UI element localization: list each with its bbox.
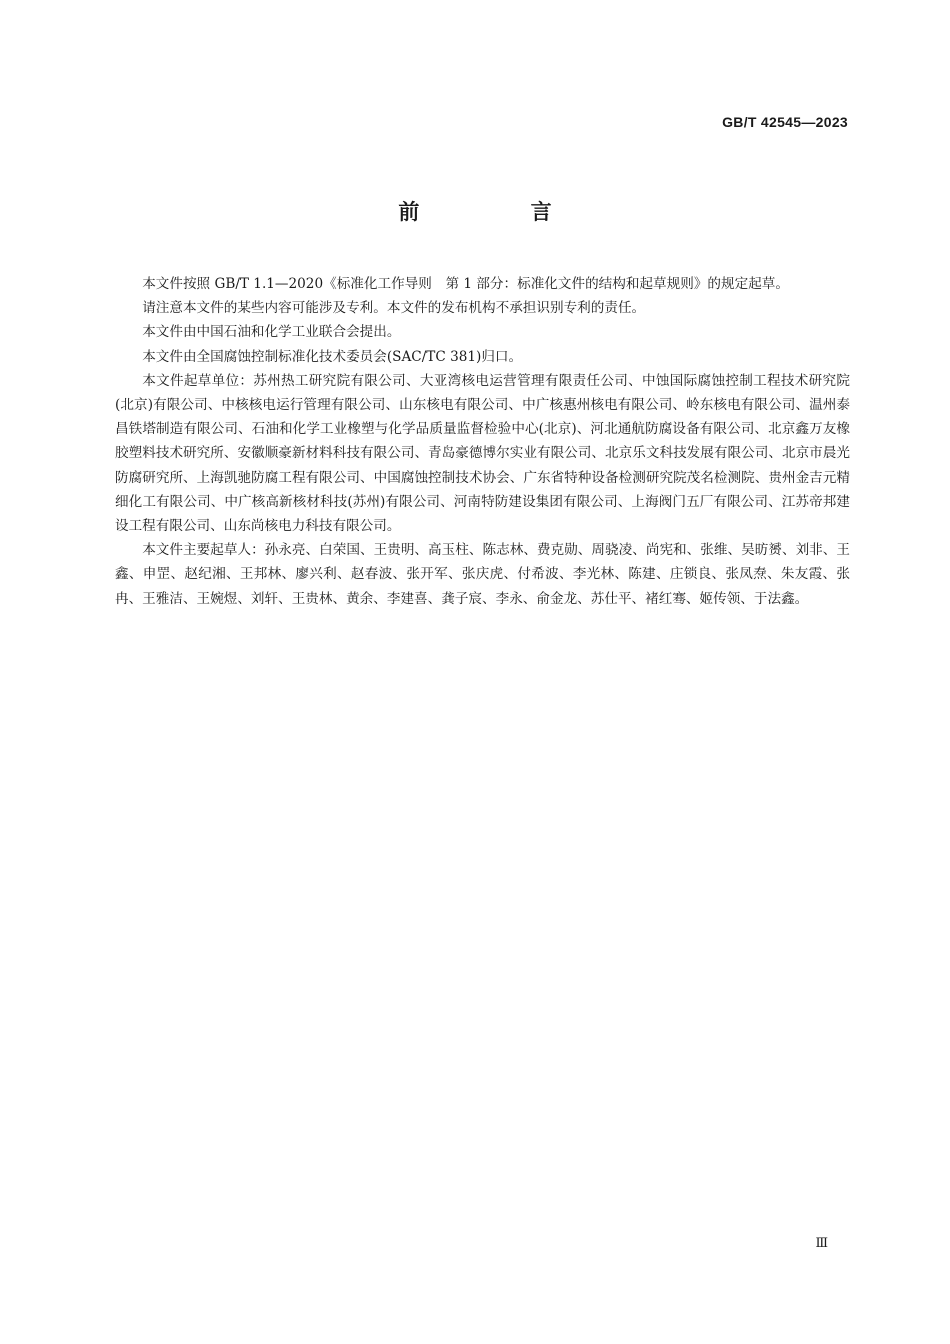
- paragraph-drafting-units: 本文件起草单位：苏州热工研究院有限公司、大亚湾核电运营管理有限责任公司、中蚀国际腐蚀控制工程技术研究院(北京)有限公司、中核核电运行管理有限公司、山东核电有限公司、中广核惠州核电有限公司、岭东核电有限公司、温州泰昌铁塔制造有限公司、石油和化学工业橡塑与化学品质量监督检验中心(北京)、河北通航防腐设备有限公司、北京鑫万友橡胶塑料技术研究所、安徽顺豪新材料科技有限公司、青岛豪德博尔实业有限公司、北京乐文科技发展有限公司、北京市晨光防腐研究所、上海凯驰防腐工程有限公司、中国腐蚀控制技术协会、广东省特种设备检测研究院茂名检测院、贵州金吉元精细化工有限公司、中广核高新核材科技(苏州)有限公司、河南特防建设集团有限公司、上海阀门五厂有限公司、江苏帝邦建设工程有限公司、山东尚核电力科技有限公司。: [115, 372, 850, 535]
- paragraph-drafting-rules: 本文件按照 GB/T 1.1—2020《标准化工作导则 第 1 部分：标准化文件的结构和起草规则》的规定起草。: [142, 276, 789, 292]
- page-number: Ⅲ: [815, 1236, 828, 1251]
- standard-code: GB/T 42545—2023: [722, 114, 848, 130]
- paragraph-proposer: 本文件由中国石油和化学工业联合会提出。: [142, 324, 401, 341]
- page-title: 前 言: [398, 200, 604, 224]
- foreword-body: [115, 272, 850, 611]
- paragraph-drafters: 本文件主要起草人：孙永亮、白荣国、王贵明、高玉柱、陈志林、费克勋、周骁凌、尚宪和、张维、吴昉赟、刘非、王鑫、申罡、赵纪湘、王邦林、廖兴利、赵春波、张开军、张庆虎、付希波、李光林、陈建、庄锁良、张凤焘、朱友霞、张冉、王雅洁、王婉煜、刘轩、王贵林、黄余、李建喜、龚子宸、李永、俞金龙、苏仕平、褚红骞、姬传领、于法鑫。: [115, 542, 850, 607]
- paragraph-patent-notice: 请注意本文件的某些内容可能涉及专利。本文件的发布机构不承担识别专利的责任。: [142, 300, 646, 317]
- paragraph-administrator: 本文件由全国腐蚀控制标准化技术委员会(SAC/TC 381)归口。: [142, 348, 523, 365]
